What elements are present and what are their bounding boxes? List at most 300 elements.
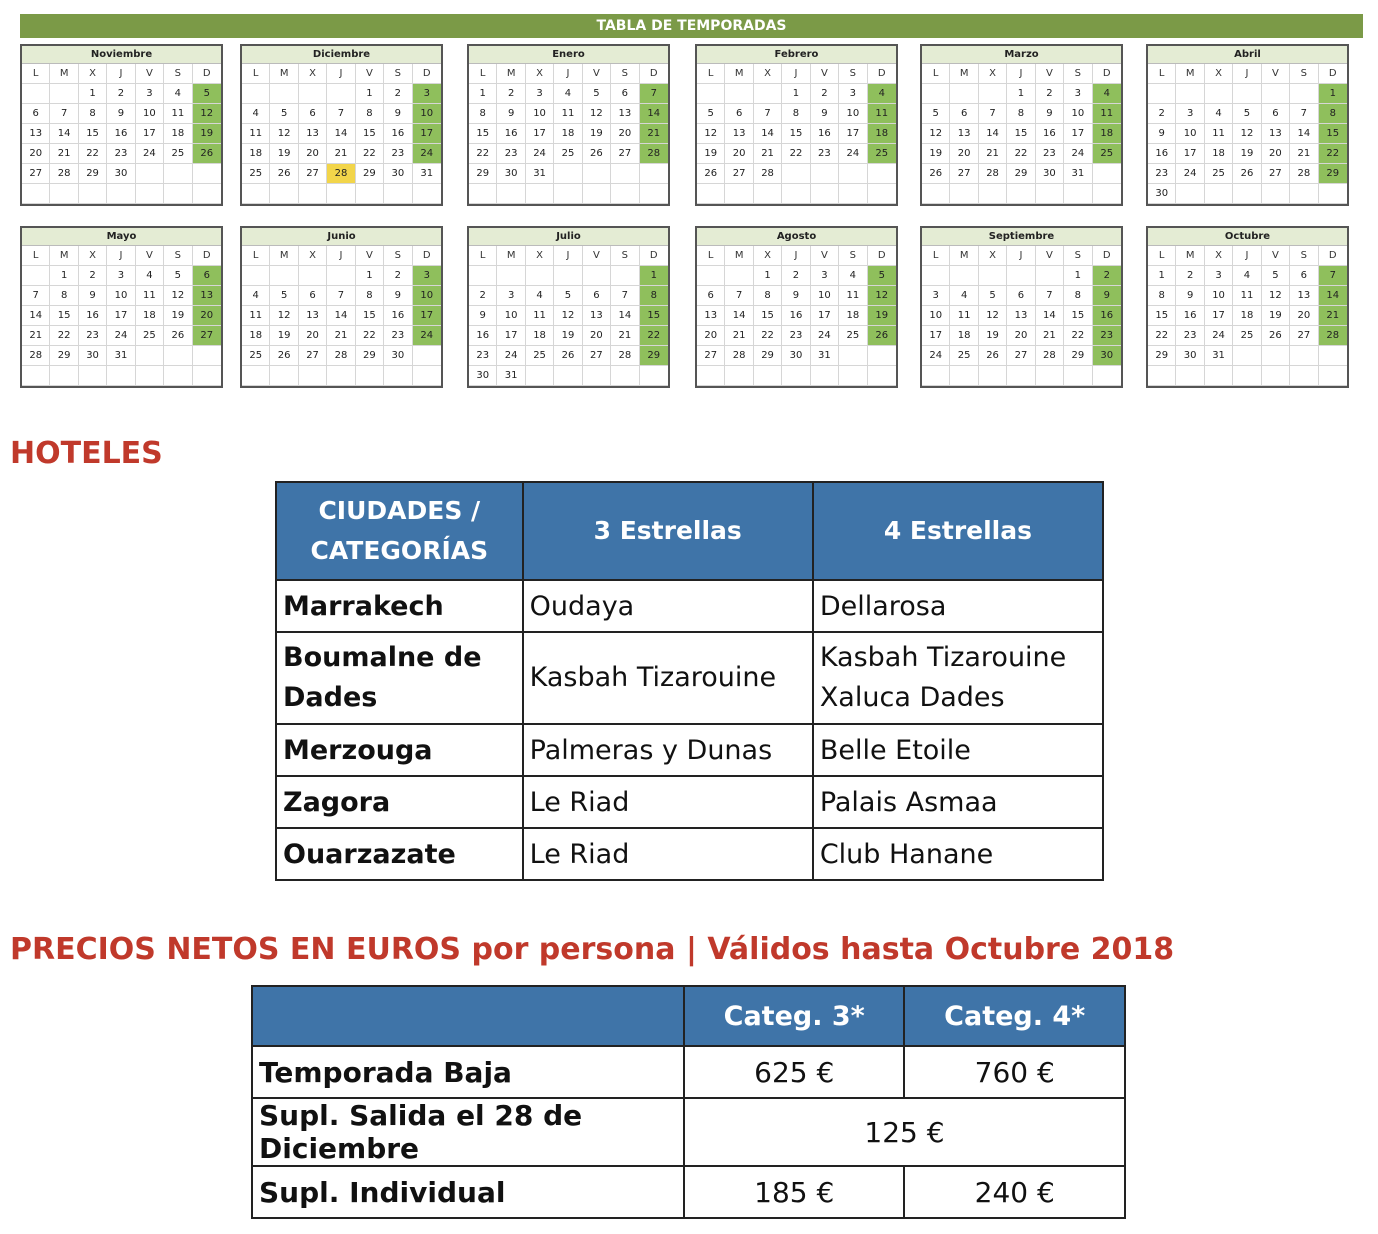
day-cell: 9 (782, 286, 810, 306)
day-cell: 18 (839, 306, 867, 326)
month-calendar (240, 44, 443, 206)
day-cell (497, 184, 525, 204)
day-cell: 30 (1093, 346, 1121, 366)
day-cell: 20 (299, 144, 327, 164)
day-cell: 11 (1093, 104, 1121, 124)
day-cell: 24 (136, 144, 164, 164)
day-cell: 12 (270, 124, 298, 144)
day-cell: 5 (554, 286, 582, 306)
day-cell: 1 (754, 266, 782, 286)
day-cell (299, 184, 327, 204)
city-cell: Merzouga (276, 724, 523, 776)
day-cell: 12 (697, 124, 725, 144)
day-cell (469, 184, 497, 204)
day-cell: 31 (1205, 346, 1233, 366)
weekday-header: M (1176, 246, 1204, 266)
day-cell: 12 (583, 104, 611, 124)
day-cell: 27 (299, 164, 327, 184)
day-cell: 9 (1093, 286, 1121, 306)
day-cell: 14 (611, 306, 639, 326)
month-grid (922, 64, 1121, 204)
day-cell: 10 (413, 286, 441, 306)
price-label: Supl. Salida el 28 de Diciembre (252, 1098, 684, 1166)
day-cell: 18 (950, 326, 978, 346)
day-cell (1093, 164, 1121, 184)
day-cell: 24 (526, 144, 554, 164)
day-cell: 15 (1319, 124, 1347, 144)
weekday-header: X (754, 246, 782, 266)
weekday-header: J (1007, 64, 1035, 84)
weekday-header: D (1093, 64, 1121, 84)
weekday-header: X (299, 246, 327, 266)
day-cell: 23 (79, 326, 107, 346)
table-row (276, 776, 1103, 828)
day-cell: 25 (1233, 326, 1261, 346)
day-cell (611, 266, 639, 286)
day-cell (754, 84, 782, 104)
day-cell: 16 (1036, 124, 1064, 144)
day-cell: 20 (697, 326, 725, 346)
day-cell: 30 (384, 346, 412, 366)
day-cell: 7 (1319, 266, 1347, 286)
day-cell: 7 (611, 286, 639, 306)
month-calendar (467, 44, 670, 206)
day-cell (754, 184, 782, 204)
day-cell: 28 (725, 346, 753, 366)
day-cell: 13 (1007, 306, 1035, 326)
day-cell (950, 84, 978, 104)
day-cell: 22 (356, 144, 384, 164)
day-cell (611, 184, 639, 204)
month-grid (922, 246, 1121, 386)
day-cell: 19 (868, 306, 896, 326)
weekday-header: L (469, 246, 497, 266)
hotel-4-cell (813, 632, 1103, 724)
day-cell: 8 (356, 104, 384, 124)
day-cell (1036, 184, 1064, 204)
weekday-header: S (1064, 246, 1092, 266)
month-title: Mayo (22, 228, 221, 246)
day-cell: 4 (136, 266, 164, 286)
hotels-table (275, 481, 1104, 881)
day-cell: 11 (164, 104, 192, 124)
weekday-header: L (22, 64, 50, 84)
day-cell: 9 (384, 286, 412, 306)
day-cell: 17 (526, 124, 554, 144)
day-cell: 16 (782, 306, 810, 326)
day-cell: 9 (1176, 286, 1204, 306)
day-cell: 17 (497, 326, 525, 346)
day-cell: 24 (413, 326, 441, 346)
day-cell (811, 366, 839, 386)
day-cell (1176, 184, 1204, 204)
day-cell (1262, 366, 1290, 386)
weekday-header: V (583, 64, 611, 84)
day-cell: 28 (754, 164, 782, 184)
day-cell (164, 366, 192, 386)
day-cell (1205, 366, 1233, 386)
day-cell (1262, 84, 1290, 104)
day-cell (697, 184, 725, 204)
weekday-header: S (164, 246, 192, 266)
day-cell (413, 346, 441, 366)
weekday-header: X (526, 246, 554, 266)
day-cell: 14 (1290, 124, 1318, 144)
weekday-header: L (922, 246, 950, 266)
day-cell: 28 (1290, 164, 1318, 184)
day-cell: 21 (1290, 144, 1318, 164)
weekday-header: S (1064, 64, 1092, 84)
day-cell (270, 266, 298, 286)
day-cell: 26 (1262, 326, 1290, 346)
day-cell: 4 (868, 84, 896, 104)
day-cell (1290, 366, 1318, 386)
day-cell: 27 (583, 346, 611, 366)
day-cell (868, 184, 896, 204)
day-cell: 23 (497, 144, 525, 164)
day-cell: 28 (1036, 346, 1064, 366)
weekday-header: M (50, 246, 78, 266)
day-cell (554, 266, 582, 286)
day-cell (697, 366, 725, 386)
hotels-header-row (276, 482, 1103, 580)
day-cell (136, 164, 164, 184)
day-cell: 28 (640, 144, 668, 164)
day-cell (922, 366, 950, 386)
day-cell (1290, 346, 1318, 366)
hotel-3-cell: Le Riad (523, 828, 813, 880)
day-cell (1007, 366, 1035, 386)
day-cell (1148, 366, 1176, 386)
day-cell: 17 (136, 124, 164, 144)
weekday-header: L (1148, 64, 1176, 84)
day-cell: 4 (164, 84, 192, 104)
day-cell (583, 266, 611, 286)
day-cell: 25 (1205, 164, 1233, 184)
weekday-header: X (299, 64, 327, 84)
day-cell (725, 184, 753, 204)
day-cell: 8 (79, 104, 107, 124)
day-cell (79, 184, 107, 204)
day-cell: 25 (868, 144, 896, 164)
day-cell: 17 (413, 306, 441, 326)
day-cell: 19 (922, 144, 950, 164)
city-cell: Zagora (276, 776, 523, 828)
day-cell: 3 (1205, 266, 1233, 286)
day-cell: 10 (497, 306, 525, 326)
weekday-header: V (356, 64, 384, 84)
day-cell: 4 (839, 266, 867, 286)
day-cell (583, 164, 611, 184)
day-cell: 19 (979, 326, 1007, 346)
day-cell: 3 (526, 84, 554, 104)
hotel-4-cell: Belle Etoile (813, 724, 1103, 776)
day-cell: 23 (384, 326, 412, 346)
month-grid (697, 246, 896, 386)
day-cell (1148, 84, 1176, 104)
day-cell: 16 (1176, 306, 1204, 326)
day-cell (950, 266, 978, 286)
day-cell: 15 (754, 306, 782, 326)
day-cell: 26 (868, 326, 896, 346)
day-cell (554, 184, 582, 204)
day-cell: 1 (469, 84, 497, 104)
day-cell (384, 366, 412, 386)
day-cell: 11 (526, 306, 554, 326)
month-grid (469, 64, 668, 204)
day-cell (526, 184, 554, 204)
day-cell: 5 (979, 286, 1007, 306)
day-cell: 21 (327, 326, 355, 346)
day-cell: 2 (782, 266, 810, 286)
month-calendar (467, 226, 670, 388)
day-cell: 16 (1093, 306, 1121, 326)
weekday-header: V (1262, 64, 1290, 84)
weekday-header: J (327, 64, 355, 84)
month-calendar (695, 44, 898, 206)
day-cell (950, 184, 978, 204)
day-cell: 23 (1093, 326, 1121, 346)
weekday-header: D (868, 64, 896, 84)
day-cell: 23 (782, 326, 810, 346)
day-cell: 17 (1176, 144, 1204, 164)
day-cell: 29 (356, 164, 384, 184)
month-grid (22, 64, 221, 204)
day-cell (1205, 184, 1233, 204)
day-cell: 27 (193, 326, 221, 346)
day-cell: 1 (1064, 266, 1092, 286)
day-cell: 11 (554, 104, 582, 124)
day-cell (1007, 266, 1035, 286)
weekday-header: V (136, 246, 164, 266)
day-cell: 7 (327, 104, 355, 124)
day-cell: 4 (526, 286, 554, 306)
day-cell (50, 366, 78, 386)
day-cell: 9 (1148, 124, 1176, 144)
month-calendar (920, 44, 1123, 206)
day-cell (1007, 184, 1035, 204)
day-cell: 20 (1007, 326, 1035, 346)
day-cell: 31 (107, 346, 135, 366)
day-cell (242, 184, 270, 204)
day-cell: 25 (950, 346, 978, 366)
day-cell: 13 (611, 104, 639, 124)
day-cell (1233, 84, 1261, 104)
day-cell: 5 (164, 266, 192, 286)
day-cell: 3 (107, 266, 135, 286)
day-cell (1290, 184, 1318, 204)
weekday-header: X (1205, 64, 1233, 84)
day-cell: 14 (754, 124, 782, 144)
day-cell: 6 (1007, 286, 1035, 306)
day-cell: 20 (950, 144, 978, 164)
day-cell (1319, 346, 1347, 366)
day-cell (782, 366, 810, 386)
day-cell: 2 (79, 266, 107, 286)
day-cell: 18 (554, 124, 582, 144)
weekday-header: L (242, 246, 270, 266)
day-cell (270, 184, 298, 204)
day-cell: 3 (136, 84, 164, 104)
day-cell: 7 (22, 286, 50, 306)
day-cell: 5 (583, 84, 611, 104)
price-cat3: 185 € (684, 1166, 905, 1218)
day-cell: 4 (1233, 266, 1261, 286)
day-cell (299, 84, 327, 104)
day-cell: 11 (1205, 124, 1233, 144)
day-cell: 10 (922, 306, 950, 326)
day-cell: 11 (136, 286, 164, 306)
day-cell: 6 (1290, 266, 1318, 286)
day-cell: 26 (270, 346, 298, 366)
day-cell: 21 (754, 144, 782, 164)
weekday-header: M (50, 64, 78, 84)
day-cell: 7 (327, 286, 355, 306)
day-cell: 21 (725, 326, 753, 346)
day-cell: 5 (868, 266, 896, 286)
day-cell: 11 (242, 124, 270, 144)
day-cell: 31 (526, 164, 554, 184)
day-cell (1319, 184, 1347, 204)
day-cell: 29 (1319, 164, 1347, 184)
day-cell (1176, 84, 1204, 104)
day-cell: 30 (79, 346, 107, 366)
day-cell: 1 (1007, 84, 1035, 104)
hotels-heading: HOTELES (10, 436, 163, 471)
day-cell: 30 (107, 164, 135, 184)
day-cell: 2 (811, 84, 839, 104)
day-cell (22, 266, 50, 286)
day-cell: 1 (1319, 84, 1347, 104)
day-cell: 10 (413, 104, 441, 124)
day-cell: 24 (839, 144, 867, 164)
day-cell: 15 (1064, 306, 1092, 326)
day-cell: 28 (22, 346, 50, 366)
day-cell: 26 (922, 164, 950, 184)
month-grid (469, 246, 668, 386)
month-grid (22, 246, 221, 386)
weekday-header: D (413, 246, 441, 266)
day-cell: 7 (754, 104, 782, 124)
weekday-header: J (554, 246, 582, 266)
day-cell: 3 (497, 286, 525, 306)
day-cell: 9 (79, 286, 107, 306)
day-cell: 31 (497, 366, 525, 386)
day-cell: 25 (242, 346, 270, 366)
month-calendar (20, 44, 223, 206)
weekday-header: M (950, 246, 978, 266)
day-cell: 7 (725, 286, 753, 306)
price-label: Temporada Baja (252, 1046, 684, 1098)
day-cell: 17 (839, 124, 867, 144)
weekday-header: J (107, 64, 135, 84)
day-cell: 13 (1290, 286, 1318, 306)
day-cell (1233, 366, 1261, 386)
day-cell (1205, 84, 1233, 104)
weekday-header: J (1233, 64, 1261, 84)
table-row (252, 1046, 1125, 1098)
day-cell (1064, 184, 1092, 204)
weekday-header: V (811, 246, 839, 266)
day-cell: 20 (611, 124, 639, 144)
day-cell: 4 (1205, 104, 1233, 124)
day-cell: 25 (136, 326, 164, 346)
day-cell (839, 184, 867, 204)
day-cell (193, 164, 221, 184)
weekday-header: V (1262, 246, 1290, 266)
day-cell (839, 164, 867, 184)
weekday-header: S (839, 246, 867, 266)
day-cell: 29 (1007, 164, 1035, 184)
day-cell: 14 (979, 124, 1007, 144)
month-title: Marzo (922, 46, 1121, 64)
month-title: Diciembre (242, 46, 441, 64)
day-cell: 26 (164, 326, 192, 346)
day-cell: 7 (979, 104, 1007, 124)
day-cell: 2 (384, 266, 412, 286)
day-cell: 27 (611, 144, 639, 164)
day-cell: 20 (299, 326, 327, 346)
day-cell (356, 366, 384, 386)
day-cell (413, 184, 441, 204)
day-cell: 29 (356, 346, 384, 366)
day-cell: 15 (356, 124, 384, 144)
day-cell (1262, 346, 1290, 366)
day-cell: 11 (868, 104, 896, 124)
day-cell: 3 (1176, 104, 1204, 124)
day-cell: 14 (327, 124, 355, 144)
day-cell: 18 (526, 326, 554, 346)
day-cell: 1 (79, 84, 107, 104)
day-cell: 12 (1233, 124, 1261, 144)
day-cell (611, 366, 639, 386)
day-cell (327, 184, 355, 204)
hotel-3-cell: Oudaya (523, 580, 813, 632)
day-cell: 13 (193, 286, 221, 306)
day-cell: 30 (782, 346, 810, 366)
day-cell: 14 (50, 124, 78, 144)
month-title: Septiembre (922, 228, 1121, 246)
day-cell (1036, 266, 1064, 286)
day-cell: 23 (811, 144, 839, 164)
col-header-cities: CIUDADES / CATEGORÍAS (276, 482, 523, 580)
month-title: Febrero (697, 46, 896, 64)
day-cell: 20 (1262, 144, 1290, 164)
day-cell: 31 (413, 164, 441, 184)
day-cell (640, 164, 668, 184)
weekday-header: M (725, 64, 753, 84)
day-cell: 12 (979, 306, 1007, 326)
day-cell (107, 366, 135, 386)
day-cell: 19 (583, 124, 611, 144)
day-cell: 12 (270, 306, 298, 326)
day-cell: 21 (50, 144, 78, 164)
day-cell: 28 (50, 164, 78, 184)
day-cell: 26 (1233, 164, 1261, 184)
day-cell: 6 (299, 286, 327, 306)
month-calendar (1146, 44, 1349, 206)
day-cell: 26 (554, 346, 582, 366)
day-cell (1093, 184, 1121, 204)
day-cell (1064, 366, 1092, 386)
day-cell (979, 366, 1007, 386)
weekday-header: D (640, 64, 668, 84)
day-cell: 25 (164, 144, 192, 164)
day-cell: 1 (356, 266, 384, 286)
day-cell (922, 184, 950, 204)
day-cell: 22 (754, 326, 782, 346)
day-cell (22, 366, 50, 386)
